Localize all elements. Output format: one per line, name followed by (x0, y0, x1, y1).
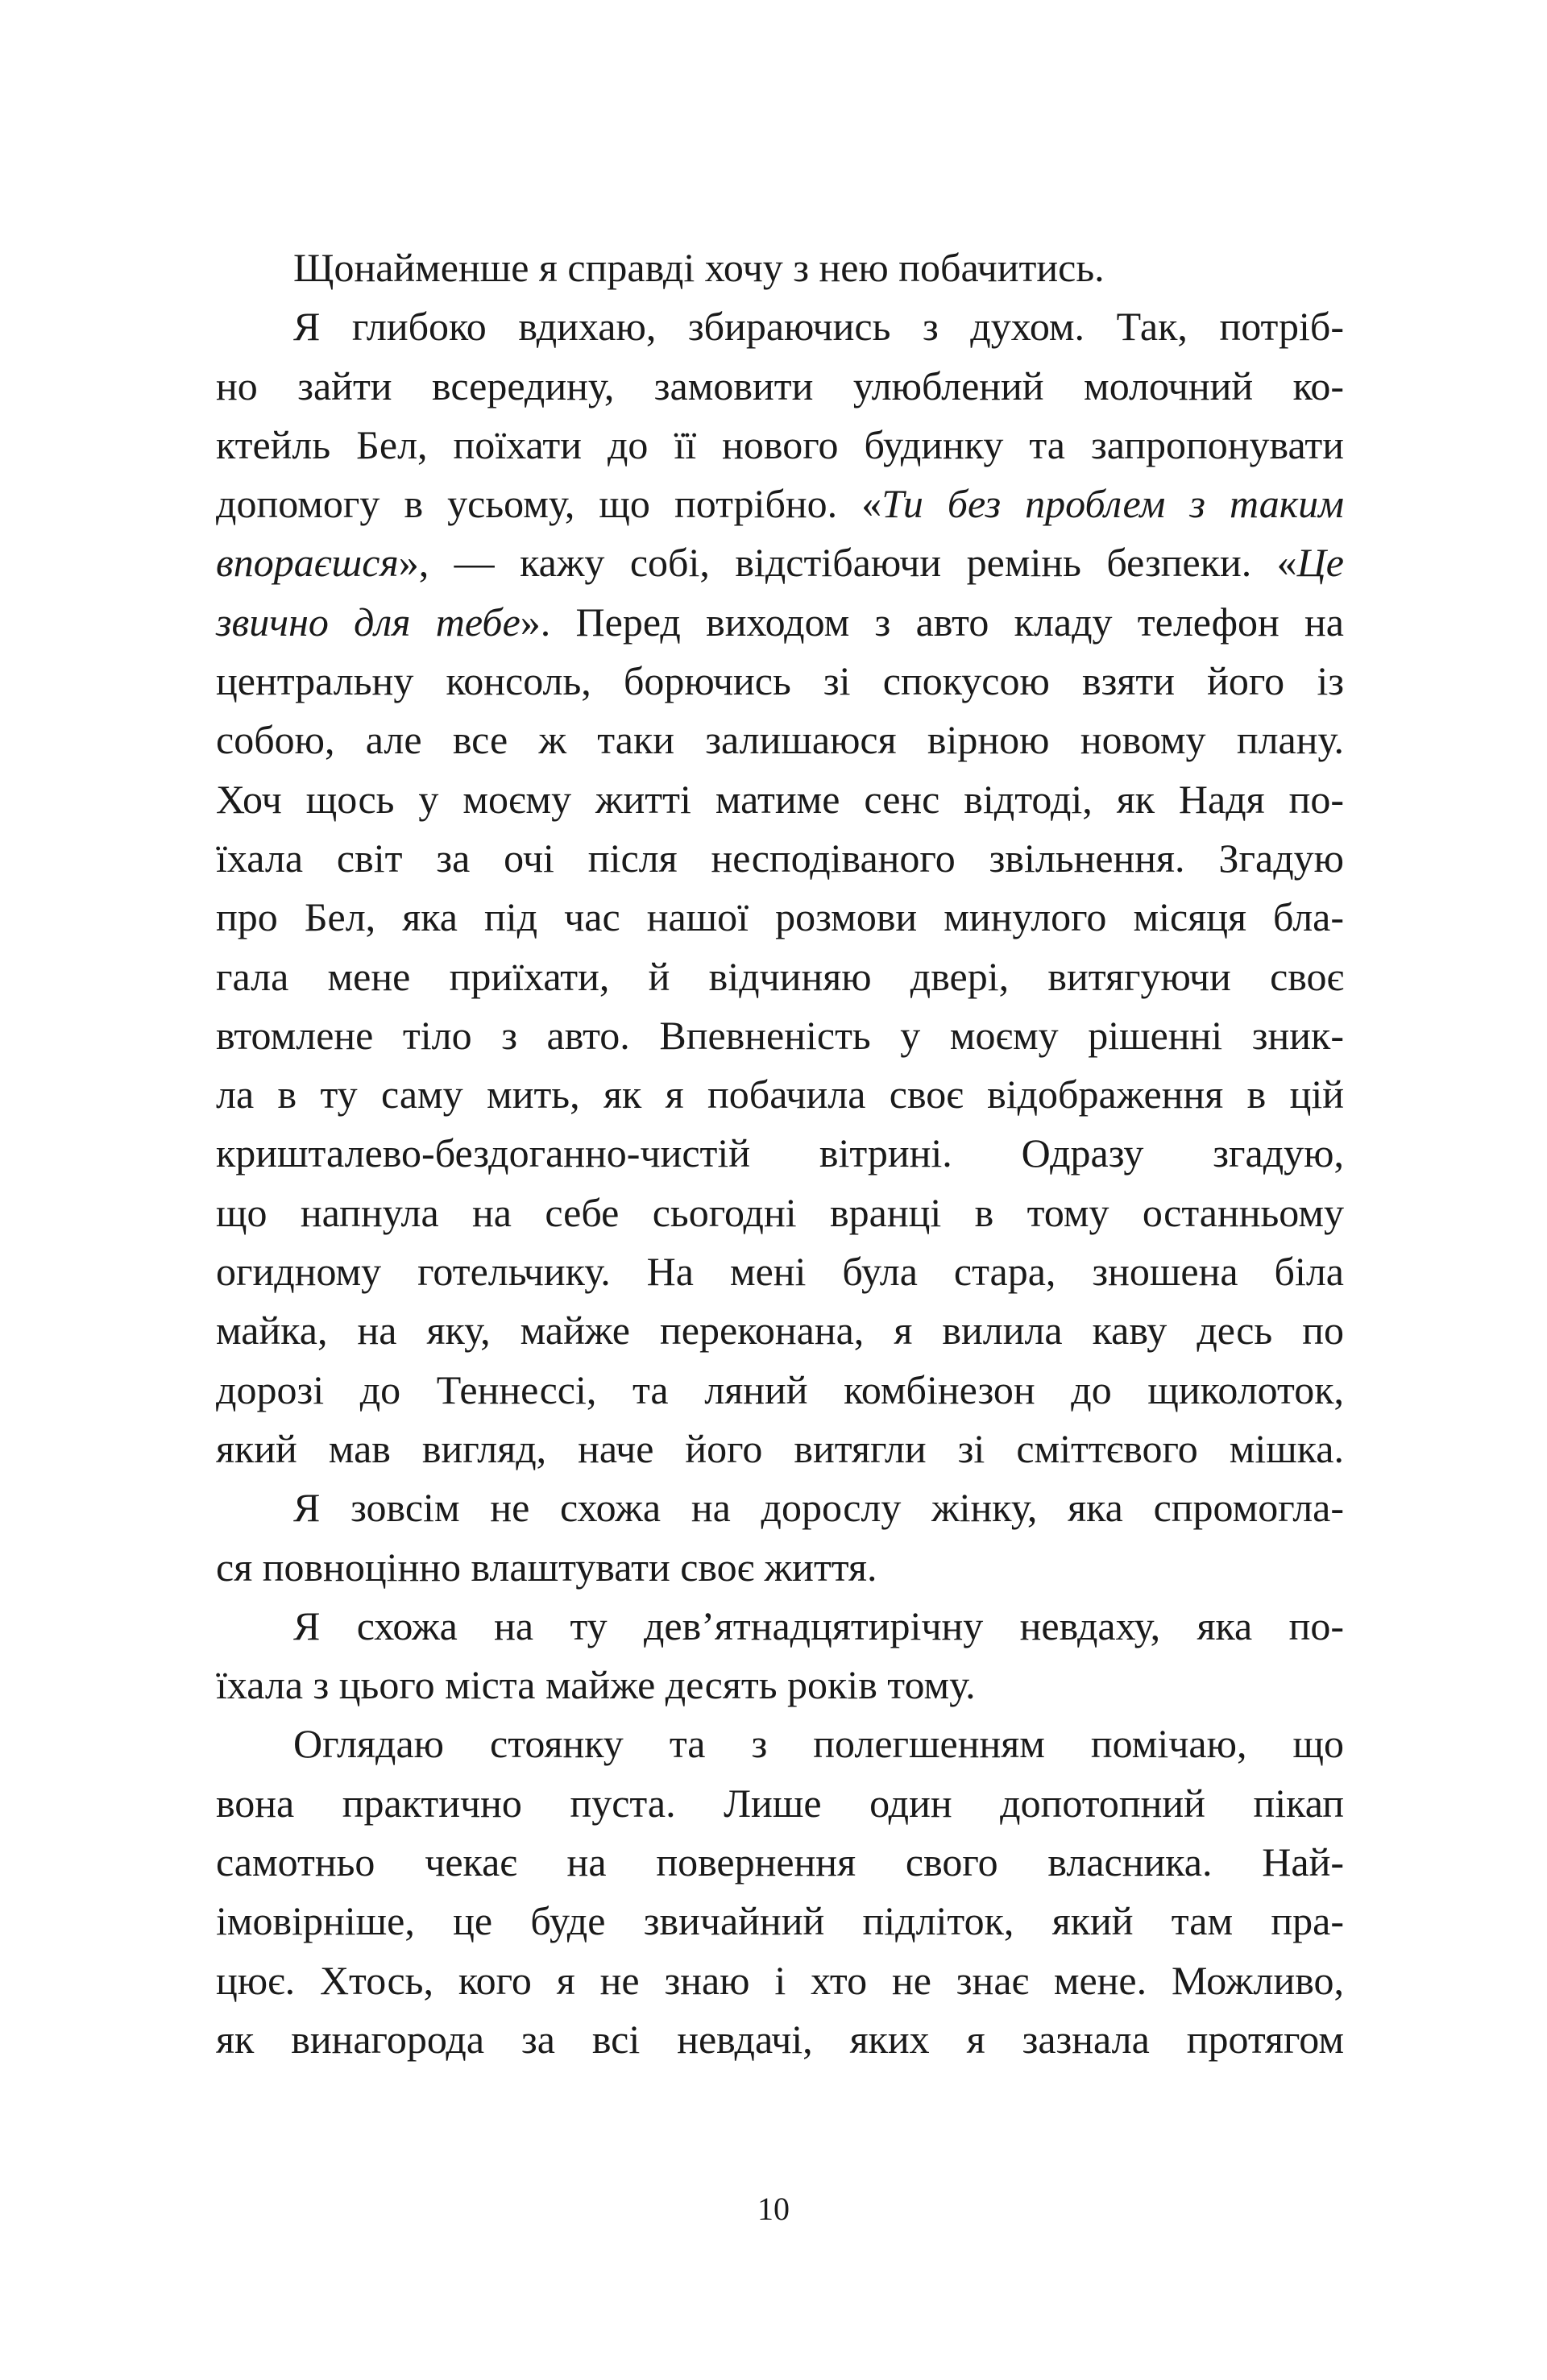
text-line (216, 238, 1344, 297)
text-segment: огидному готельчику. На мені була стара, зношена біла (216, 1249, 1344, 1295)
text-line (216, 533, 1344, 592)
text-line (216, 770, 1344, 829)
text-segment: вона практично пуста. Лише один допотопний пікап (216, 1780, 1344, 1826)
text-line (216, 711, 1344, 769)
text-line (216, 1656, 1344, 1715)
text-line (216, 1715, 1344, 1773)
italic-text: впораєшся (216, 540, 399, 586)
text-segment: імовірніше, це буде звичайний підліток, який там пра- (216, 1898, 1344, 1944)
text-line (216, 593, 1344, 652)
text-segment: цює. Хтось, кого я не знаю і хто не знає мене. Можливо, (216, 1957, 1344, 2003)
text-segment: їхала з цього міста майже десять років тому. (216, 1662, 976, 1708)
text-line (216, 1184, 1344, 1242)
text-segment: втомлене тіло з авто. Впевненість у моєму рішенні зник- (216, 1012, 1344, 1058)
text-segment: що напнула на себе сьогодні вранці в тому останньому (216, 1189, 1344, 1235)
text-line (216, 2010, 1344, 2069)
text-line (216, 829, 1344, 888)
text-segment: ла в ту саму мить, як я побачила своє відображення в цій (216, 1072, 1344, 1117)
italic-text: Це (1296, 540, 1344, 586)
page-number: 10 (757, 2191, 790, 2227)
text-line (216, 1833, 1344, 1892)
text-line (216, 947, 1344, 1006)
text-line (216, 475, 1344, 533)
text-line (216, 1124, 1344, 1183)
text-segment: ся повноцінно влаштувати своє життя. (216, 1544, 877, 1590)
text-segment: допомогу в усьому, що потрібно. « (216, 481, 882, 527)
text-line (216, 1774, 1344, 1833)
body-text (216, 238, 1344, 2069)
text-segment: майка, на яку, майже переконана, я вилила каву десь по (216, 1308, 1344, 1354)
text-line (216, 1478, 1344, 1537)
text-segment: но зайти всередину, замовити улюблений молочний ко- (216, 363, 1344, 408)
text-segment: кришталево-бездоганно-чистій вітрині. Одразу згадую, (216, 1130, 1344, 1176)
text-segment: ». Перед виходом з авто кладу телефон на (520, 599, 1344, 645)
text-segment: гала мене приїхати, й відчиняю двері, витягуючи своє (216, 953, 1344, 999)
text-line (216, 1361, 1344, 1420)
text-segment: Я зовсім не схожа на дорослу жінку, яка спромогла- (293, 1485, 1344, 1531)
text-line (216, 1597, 1344, 1656)
italic-text: Ти без проблем з таким (881, 481, 1344, 527)
text-line (216, 652, 1344, 711)
text-segment: дорозі до Теннессі, та ляний комбінезон до щиколоток, (216, 1366, 1344, 1412)
text-line (216, 1242, 1344, 1301)
text-line (216, 1301, 1344, 1360)
text-segment: який мав вигляд, наче його витягли зі сміттєвого мішка. (216, 1425, 1344, 1471)
text-line (216, 357, 1344, 416)
italic-text: звично для тебе (216, 599, 521, 645)
text-line (216, 1538, 1344, 1597)
text-segment: Хоч щось у моєму житті матиме сенс відтоді, як Надя по- (216, 776, 1344, 822)
text-segment: самотньо чекає на повернення свого власника. Най- (216, 1839, 1344, 1885)
text-segment: центральну консоль, борючись зі спокусою взяти його із (216, 658, 1344, 704)
text-segment: собою, але все ж таки залишаюся вірною новому плану. (216, 717, 1344, 763)
text-line (216, 1065, 1344, 1124)
text-line (216, 1006, 1344, 1065)
text-line (216, 416, 1344, 475)
text-segment: Я глибоко вдихаю, збираючись з духом. Так, потріб- (293, 304, 1344, 350)
text-line (216, 1420, 1344, 1478)
text-line (216, 888, 1344, 947)
text-line (216, 297, 1344, 356)
text-segment: Я схожа на ту дев’ятнадцятирічну невдаху, яка по- (293, 1603, 1344, 1648)
text-segment: », — кажу собі, відстібаючи ремінь безпеки. « (398, 540, 1297, 586)
text-line (216, 1892, 1344, 1951)
text-segment: Щонайменше я справді хочу з нею побачитись. (293, 245, 1105, 290)
text-segment: як винагорода за всі невдачі, яких я зазнала протягом (216, 2016, 1344, 2062)
text-segment: ктейль Бел, поїхати до її нового будинку та запропонувати (216, 421, 1344, 467)
text-segment: Оглядаю стоянку та з полегшенням помічаю, що (293, 1721, 1344, 1767)
text-segment: їхала світ за очі після несподіваного звільнення. Згадую (216, 835, 1344, 881)
text-line (216, 1951, 1344, 2010)
text-segment: про Бел, яка під час нашої розмови минулого місяця бла- (216, 894, 1344, 940)
